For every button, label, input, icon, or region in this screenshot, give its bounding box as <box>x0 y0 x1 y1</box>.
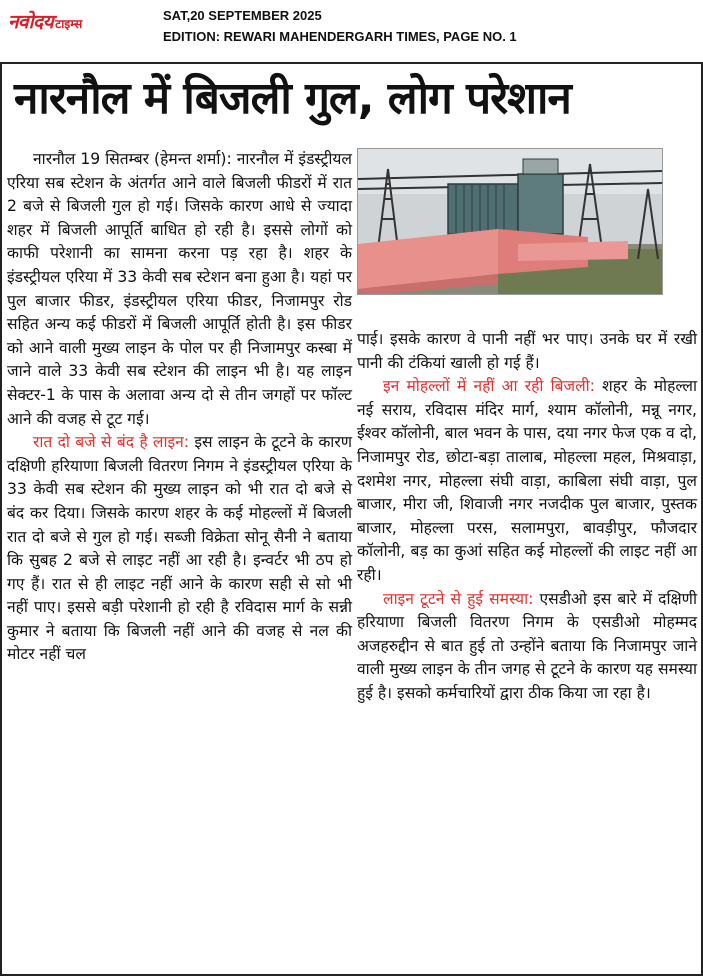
logo-sub-text: टाइम्स <box>55 17 83 31</box>
paragraph-text: शहर के मोहल्ला नई सराय, रविदास मंदिर मार्ग, श्याम कॉलोनी, मन्नू नगर, ईश्वर कॉलोनी, बाल भवन के पास, दया नगर फेज एक व दो, निजामपुर रोड, छोटा-बड़ा तालाब, मोहल्ला महल, मिश्रवाड़ा, दशमेश नगर, मोहल्ला संघी वाड़ा, काबिला संघी वाड़ा, पुल बाजार, मीरा जी, शिवाजी नगर नजदीक पुल बाजार, पुस्तक बाजार, मोहल्ला परस, सलामपुरा, बावड़ीपुर, फौजदार कॉलोनी, बड़ का कुआं सहित कई मोहल्लों की लाइट नहीं आ रही। <box>357 377 697 584</box>
article-paragraph <box>7 431 352 667</box>
masthead <box>0 0 703 60</box>
article-column-right <box>357 328 697 706</box>
edition-info: EDITION: REWARI MAHENDERGARH TIMES, PAGE NO. 1 <box>163 29 517 44</box>
article-column-left <box>7 148 352 667</box>
news-clipping <box>0 62 703 976</box>
paragraph-text: पाई। इसके कारण वे पानी नहीं भर पाए। उनके घर में रखी पानी की टंकियां खाली हो गई हैं। <box>357 330 697 372</box>
article-paragraph <box>357 328 697 375</box>
headline: नारनौल में बिजली गुल, लोग परेशान <box>14 73 571 124</box>
article-paragraph <box>357 375 697 587</box>
subheading: इन मोहल्लों में नहीं आ रही बिजली: <box>383 377 595 396</box>
subheading: लाइन टूटने से हुई समस्या: <box>383 589 534 608</box>
logo-main-text: नवोदय <box>8 11 54 33</box>
substation-photo <box>357 148 663 295</box>
subheading: रात दो बजे से बंद है लाइन: <box>33 433 190 452</box>
edition-date: SAT,20 SEPTEMBER 2025 <box>163 8 322 23</box>
article-paragraph <box>7 148 352 431</box>
paragraph-text: इस लाइन के टूटने के कारण दक्षिणी हरियाणा बिजली वितरण निगम ने इंडस्ट्रीयल एरिया के 33 केवी सब स्टेशन की मुख्य लाइन को भी रात दो बजे से बंद कर दिया। जिसके कारण शहर के कई मोहल्लों में बिजली रात दो बजे से गुल हो गई। सब्जी विक्रेता सोनू सैनी ने बताया कि सुबह 2 बजे से लाइट नहीं आ रही है। इन्वर्टर भी ठप हो गए हैं। रात से ही लाइट नहीं आने के कारण सही से सो भी नहीं पाए। इससे बड़ी परेशानी हो रही है रविदास मार्ग के सन्नी कुमार ने बताया कि बिजली नहीं आने की वजह से नल की मोटर नहीं चल <box>7 433 352 664</box>
paragraph-text: एसडीओ इस बारे में दक्षिणी हरियाणा बिजली वितरण निगम के एसडीओ मोहम्मद अजहरुद्दीन से बात हुई तो उन्होंने बताया कि निजामपुर जाने वाली मुख्य लाइन के तीन जगह से टूटने के कारण यह समस्या हुई है। इसको कर्मचारियों द्वारा ठीक किया जा रहा है। <box>357 589 697 702</box>
paragraph-text: नारनौल 19 सितम्बर (हेमन्त शर्मा): नारनौल में इंडस्ट्रीयल एरिया सब स्टेशन के अंतर्गत आने वाले बिजली फीडरों में रात 2 बजे से बिजली गुल हो गई। जिसके कारण आधे से ज्यादा शहर में बिजली आपूर्ति बाधित हो रही है। इससे लोगों को काफी परेशानी का सामना करना पड़ रहा है। शहर के इंडस्ट्रीयल एरिया में 33 केवी सब स्टेशन बना हुआ है। यहां पर पुल बाजार फीडर, इंडस्ट्रीयल एरिया फीडर, निजामपुर रोड सहित अन्य कई फीडरों में बिजली आपूर्ति होती है। इस फीडर को आने वाली मुख्य लाइन के पोल पर ही निजामपुर कस्बा में जाने वाले 33 केवी सब स्टेशन की लाइन भी है। यह लाइन सेक्टर-1 के पास के अलावा अन्य दो से तीन जगहों पर फॉल्ट आने की वजह से टूट गई। <box>7 150 352 428</box>
newspaper-logo <box>8 8 82 34</box>
substation-image <box>358 149 663 295</box>
article-paragraph <box>357 588 697 706</box>
